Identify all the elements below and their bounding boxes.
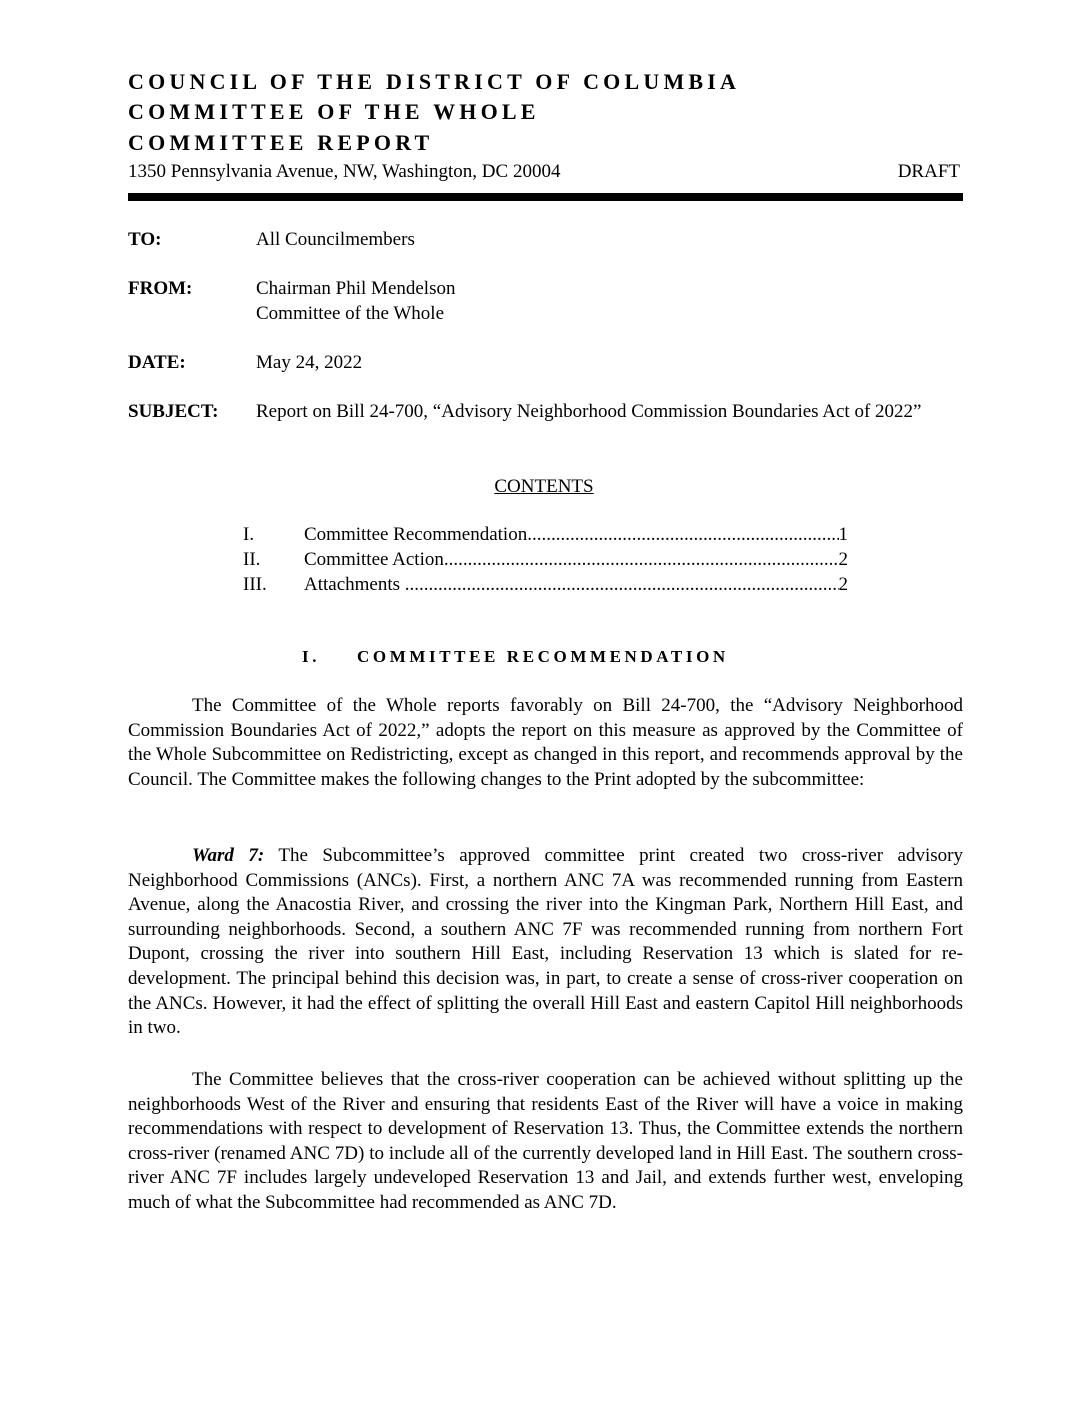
contents-heading: CONTENTS	[494, 476, 594, 497]
header-rule	[128, 193, 963, 201]
toc-item-title: Committee Recommendation	[304, 524, 528, 545]
toc-item-attachments	[243, 572, 848, 597]
toc-leader-dots	[405, 572, 839, 597]
toc-item-title: Attachments	[304, 574, 405, 595]
to-value: All Councilmembers	[256, 229, 415, 250]
council-heading: COUNCIL OF THE DISTRICT OF COLUMBIA	[128, 69, 741, 94]
section-heading	[302, 645, 729, 669]
from-committee: Committee of the Whole	[256, 303, 445, 324]
to-label: TO:	[128, 229, 162, 250]
subject-value: Report on Bill 24-700, “Advisory Neighborhood Commission Boundaries Act of 2022”	[256, 401, 922, 422]
ward-text: The Subcommittee’s approved committee print created two cross-river advisory Neighborhood Commissions (ANCs). First, a northern ANC 7A was recommended running from Eastern Avenue, along the Anacostia River, and crossing the river into the Kingman Park, Northern Hill East, and surrounding neighborhoods. Second, a southern ANC 7F was recommended running from northern Fort Dupont, crossing the river into southern Hill East, including Reservation 13 which is slated for re-development. The principal behind this decision was, in part, to create a sense of cross-river cooperation on the ANCs. However, it had the effect of splitting the overall Hill East and eastern Capitol Hill neighborhoods in two.	[128, 845, 963, 1039]
date-value: May 24, 2022	[256, 352, 363, 373]
toc-item-number: II.	[243, 549, 261, 570]
toc-item-number: III.	[243, 574, 267, 595]
section-title: COMMITTEE RECOMMENDATION	[357, 647, 729, 666]
toc-item-page: 2	[838, 574, 848, 595]
toc-leader-dots	[444, 547, 839, 572]
subject-label: SUBJECT:	[128, 401, 219, 422]
committee-heading: COMMITTEE OF THE WHOLE	[128, 99, 540, 124]
toc-item-title: Committee Action	[304, 549, 444, 570]
from-name: Chairman Phil Mendelson	[256, 278, 456, 299]
toc-leader-dots	[527, 522, 838, 547]
paragraph-ward-7	[128, 844, 963, 1041]
date-label: DATE:	[128, 352, 186, 373]
ward-label: Ward 7:	[192, 845, 265, 866]
draft-status: DRAFT	[897, 161, 960, 182]
section-number: I.	[302, 647, 321, 666]
from-label: FROM:	[128, 278, 193, 299]
report-heading: COMMITTEE REPORT	[128, 130, 434, 155]
toc-item-page: 2	[838, 549, 848, 570]
toc-item-number: I.	[243, 524, 255, 545]
toc-item-recommendation	[243, 522, 848, 547]
paragraph-committee-belief: The Committee believes that the cross-river cooperation can be achieved without splitting up the neighborhoods West of the River and ensuring that residents East of the River will have a voice in making recommendations with respect to development of Reservation 13. Thus, the Committee extends the northern cross-river (renamed ANC 7D) to include all of the currently developed land in Hill East. The southern cross-river ANC 7F includes largely undeveloped Reservation 13 and Jail, and extends further west, enveloping much of what the Subcommittee had recommended as ANC 7D.	[128, 1069, 963, 1213]
toc-item-page: 1	[838, 524, 848, 545]
paragraph-recommendation: The Committee of the Whole reports favorably on Bill 24-700, the “Advisory Neighborhood Commission Boundaries Act of 2022,” adopts the report on this measure as approved by the Committee of the Whole Subcommittee on Redistricting, except as changed in this report, and recommends approval by the Council. The Committee makes the following changes to the Print adopted by the subcommittee:	[128, 695, 963, 790]
council-address: 1350 Pennsylvania Avenue, NW, Washington, DC 20004	[128, 161, 561, 182]
toc-item-action	[243, 547, 848, 572]
